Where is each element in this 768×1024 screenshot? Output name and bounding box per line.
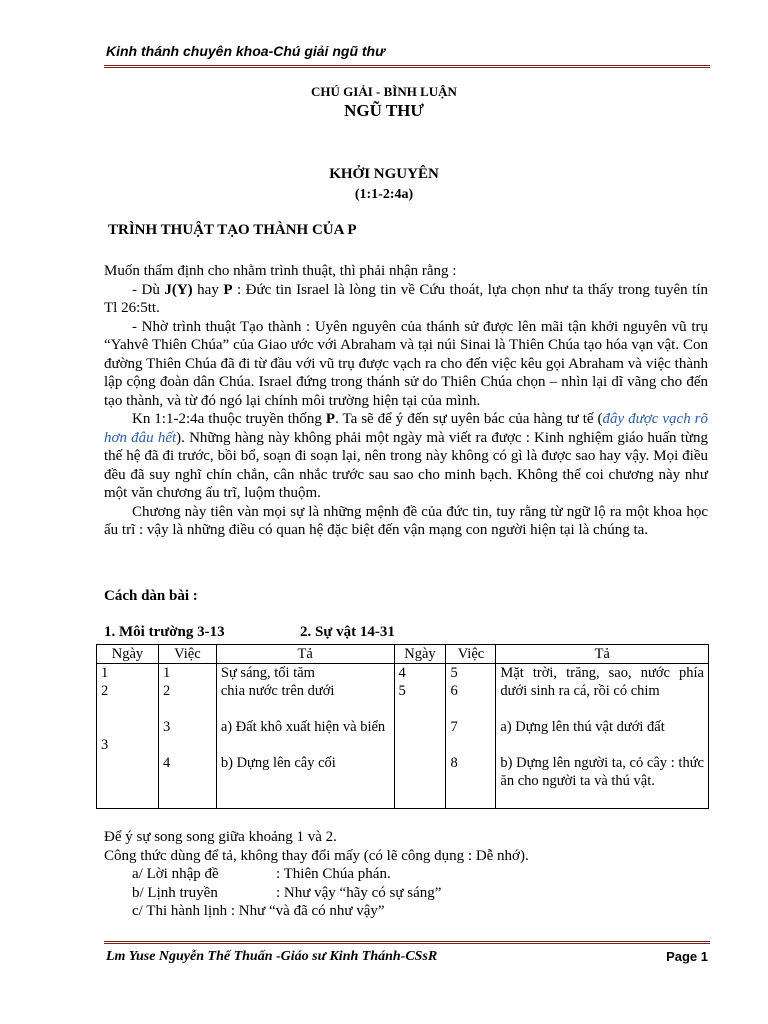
- bullet-1-text: : Đức tin Israel là lòng tin về Cứu thoát, lựa chọn như ta thấy trong tuyên tín Tl 26:5tt.: [104, 281, 708, 316]
- footer-rule: [104, 941, 710, 944]
- kn-highlight: đây được vạch rõ hơn đâu hết: [104, 411, 709, 446]
- day-value: 5: [398, 683, 406, 699]
- work-value: 1: [162, 665, 171, 681]
- intro-lead: Muốn thẩm định cho nhằm trình thuật, thì phải nhận rằng :: [104, 263, 457, 279]
- table-row: [97, 664, 709, 809]
- desc-value: Mặt trời, trăng, sao, nước phía dưới sinh ra cá, rồi có chim: [500, 665, 704, 699]
- bullet-1: [104, 281, 708, 318]
- day-value: [101, 700, 154, 718]
- desc-value: a) Đất khô xuất hiện và biển: [220, 719, 386, 735]
- formula-label: a/ Lời nhập đề: [132, 866, 219, 882]
- desc-value: [221, 700, 390, 718]
- bullet-1-mid: hay: [192, 281, 224, 298]
- right-works-cell: [446, 664, 496, 809]
- work-value: 2: [162, 683, 171, 699]
- outline-part-2: 2. Sự vật 14-31: [300, 624, 395, 640]
- work-value: 6: [450, 683, 458, 699]
- day-value: 4: [398, 665, 406, 681]
- right-days-cell: [394, 664, 446, 809]
- formula-value: : Thiên Chúa phán.: [276, 866, 391, 882]
- col-header: Tả: [496, 645, 709, 664]
- col-header: Việc: [446, 645, 496, 664]
- work-value: 8: [450, 755, 458, 771]
- bullet-2: - Nhờ trình thuật Tạo thành : Uyên nguyên của thánh sử được lên mãi tận khởi nguyên vũ trụ “Yahvê Thiên Chúa” của Giao ước với Abraham và tại núi Sinai là Thiên Chúa tạo hóa vạn vật. Con đường Thiên Chúa đã đi từ đầu với vũ trụ được vạch ra cho đến việc kêu gọi Abraham và việc thành lập cộng đoàn dân Chúa. Israel đứng trong thánh sử do Thiên Chúa chọn – nhìn lại dĩ vãng cho đến tạo thành, và từ đó ngó lại chính môi trường hiện tại của mình.: [104, 318, 708, 409]
- day-value: 1: [101, 665, 109, 681]
- work-value: [163, 736, 212, 754]
- header-rule: [104, 65, 710, 68]
- day-value: 2: [101, 683, 109, 699]
- formula-label: b/ Lịnh truyền: [132, 884, 218, 901]
- body-text: [104, 262, 708, 540]
- table-header-row: [97, 645, 709, 664]
- kn-prefix: Kn 1:1-2:4a thuộc truyền thống: [132, 411, 326, 427]
- work-value: 3: [162, 719, 171, 735]
- work-value: 4: [162, 755, 171, 771]
- col-header: Ngày: [97, 645, 159, 664]
- outline-part-1: 1. Môi trường 3-13: [104, 624, 225, 640]
- work-value: [450, 736, 491, 754]
- desc-value: chia nước trên dưới: [220, 683, 335, 699]
- left-days-cell: [97, 664, 159, 809]
- footer-author: Lm Yuse Nguyễn Thế Thuấn -Giáo sư Kinh Thánh-CSsR: [106, 949, 438, 964]
- bullet-1-p: P: [223, 281, 233, 298]
- col-header: Việc: [158, 645, 216, 664]
- closing-paragraph: Chương này tiên vàn mọi sự là những mệnh đề của đức tin, tuy rằng từ ngữ lộ ra một khoa học ấu trĩ : vậy là những điều có quan hệ đặc biệt đến vận mạng con người hiện tại là chúng ta.: [104, 503, 708, 538]
- formula-2: [104, 884, 708, 903]
- running-header: Kinh thánh chuyên khoa-Chú giải ngũ thư: [106, 43, 386, 59]
- desc-value: b) Dựng lên cây cối: [220, 755, 336, 771]
- formula-label: c/ Thi hành lịnh : Như “và đã có như vậy”: [132, 903, 385, 919]
- kn-text: ). Những hàng này không phải một ngày mà viết ra được : Kinh nghiệm giáo huấn từng thế hệ đã đi trước, bồi bổ, soạn đi soạn lại, nên trong này không có gì là được sao hay vậy. Mọi điều đều đã suy nghĩ chín chắn, cân nhắc trước sau sao cho minh bạch. Không thể coi chương này như một văn chương ấu trĩ, luộm thuộm.: [104, 429, 708, 501]
- work-value: [450, 700, 491, 718]
- note-2: Công thức dùng để tả, không thay đổi mấy (có lẽ công dụng : Dễ nhớ).: [104, 847, 529, 864]
- bullet-1-prefix: - Dù: [132, 281, 165, 298]
- book-range: (1:1-2:4a): [354, 187, 414, 202]
- col-header: Tả: [216, 645, 394, 664]
- formula-notes: [104, 828, 708, 921]
- kn-p: P: [325, 411, 336, 427]
- title-kicker: CHÚ GIẢI - BÌNH LUẬN: [311, 84, 457, 99]
- day-value: [101, 718, 154, 736]
- work-value: 5: [450, 665, 458, 681]
- kn-paragraph: [104, 410, 708, 503]
- formula-value: : Như vậy “hãy có sự sáng”: [276, 884, 442, 901]
- page-number: Page 1: [666, 949, 708, 964]
- work-value: [163, 700, 212, 718]
- desc-value: Sự sáng, tối tăm: [220, 665, 315, 681]
- outline-heading: Cách dàn bài :: [104, 588, 198, 604]
- work-value: 7: [450, 719, 458, 735]
- outline-table: [96, 644, 709, 809]
- left-works-cell: [158, 664, 216, 809]
- right-desc-cell: [496, 664, 709, 809]
- bullet-1-jy: J(Y): [164, 281, 193, 298]
- desc-value: b) Dựng lên người ta, cỏ cây : thức ăn cho người ta và thú vật.: [500, 755, 704, 789]
- kn-mid: . Ta sẽ để ý đến sự uyên bác của hàng tư tế (: [335, 411, 603, 427]
- formula-1: [104, 865, 708, 884]
- book-title: KHỞI NGUYÊN: [329, 166, 439, 182]
- col-header: Ngày: [394, 645, 446, 664]
- desc-value: a) Dựng lên thú vật dưới đất: [500, 719, 665, 735]
- left-desc-cell: [216, 664, 394, 809]
- section-heading: TRÌNH THUẬT TẠO THÀNH CỦA P: [108, 222, 357, 238]
- page-title: NGŨ THƯ: [344, 101, 424, 120]
- note-1: Để ý sự song song giữa khoảng 1 và 2.: [104, 829, 337, 845]
- formula-3: [104, 902, 708, 921]
- day-value: 3: [101, 737, 109, 753]
